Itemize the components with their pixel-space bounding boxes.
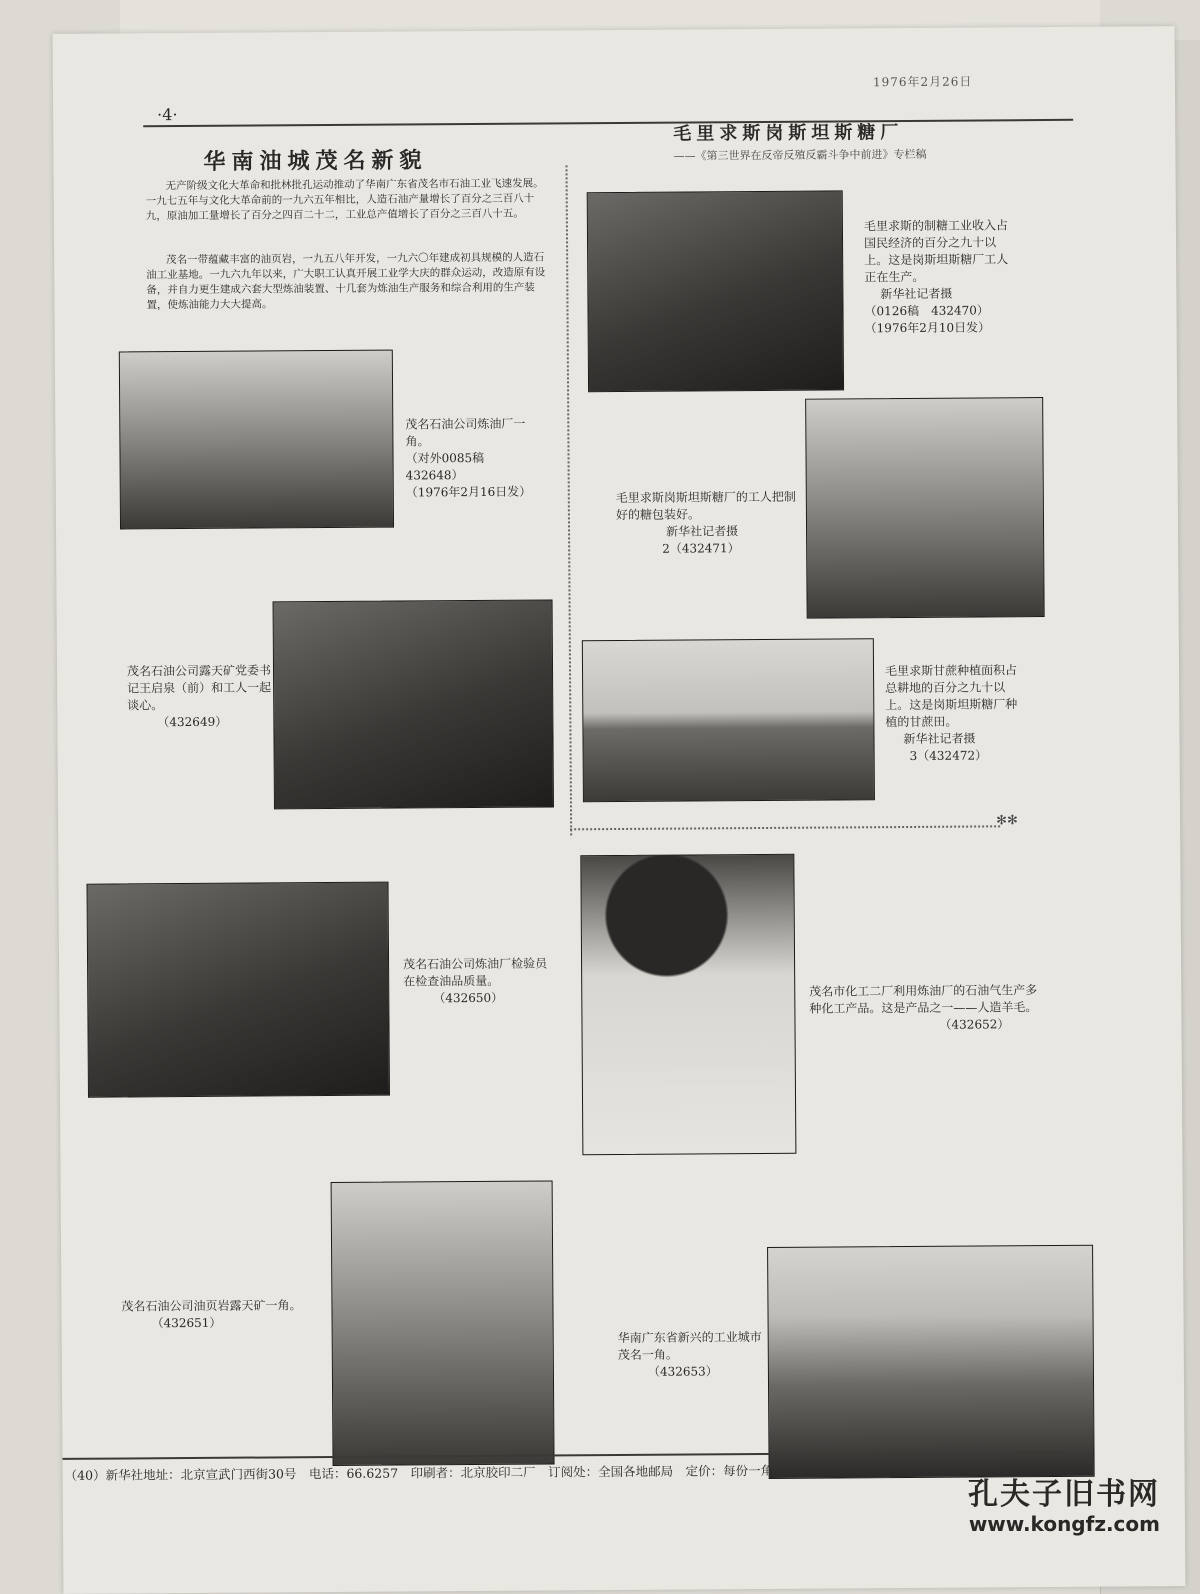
caption-artificial-wool: 茂名市化工二厂利用炼油厂的石油气生产多种化工产品。这是产品之一——人造羊毛。 （432652）	[809, 983, 1038, 1032]
inspector-photo	[87, 882, 390, 1098]
intro-paragraph-1: 无产阶级文化大革命和批林批孔运动推动了华南广东省茂名市石油工业飞速发展。一九七五年与文化大革命前的一九六五年相比，人造石油产量增长了百分之三百八十九，原油加工量增长了百分之四百二十二，工业总产值增长了百分之三百八十五。	[145, 177, 544, 223]
header-rule	[143, 119, 1073, 127]
intro-paragraph-2: 茂名一带蕴藏丰富的油页岩，一九五八年开发，一九六〇年建成初具规模的人造石油工业基地。一九六九年以来，广大职工认真开展工业学大庆的群众运动，改造原有设备，并自力更生建成六套大型炼油装置、十几套为炼油生产服务和综合利用的生产装置，使炼油能力大大提高。	[146, 251, 546, 312]
column-divider	[565, 165, 572, 835]
caption-sugarcane-field: 毛里求斯甘蔗种植面积占总耕地的百分之九十以上。这是岗斯坦斯糖厂种植的甘蔗田。 新华社记者摄 3（432472）	[884, 663, 1018, 763]
caption-open-pit-mine: 茂名石油公司油页岩露天矿一角。 （432651）	[121, 1298, 302, 1331]
caption-workers-talk: 茂名石油公司露天矿党委书记王启泉（前）和工人一起谈心。 （432649）	[126, 663, 272, 730]
watermark-url: www.kongfz.com	[968, 1511, 1160, 1536]
refinery-photo	[119, 350, 394, 530]
article-title-left: 华南油城茂名新貌	[203, 147, 428, 175]
divider-mark: ✻✻	[996, 813, 1018, 829]
artificial-wool-photo	[580, 854, 796, 1155]
article-subtitle-right: ——《第三世界在反帝反殖反霸斗争中前进》专栏稿	[673, 147, 927, 163]
article-title-right: 毛里求斯岗斯坦斯糖厂	[673, 121, 904, 145]
caption-refinery: 茂名石油公司炼油厂一角。 （对外0085稿 432648） （1976年2月16日发）	[405, 416, 532, 500]
maoming-city-photo	[767, 1245, 1095, 1479]
workers-talk-photo	[273, 599, 554, 809]
issue-date: 1976年2月26日	[872, 74, 973, 90]
sugar-factory-photo	[587, 190, 844, 392]
sugarcane-field-photo	[582, 638, 875, 802]
caption-sugar-factory: 毛里求斯的制糖工业收入占国民经济的百分之九十以上。这是岗斯坦斯糖厂工人正在生产。 新华社记者摄 （0126稿 432470） （1976年2月10日发）	[863, 218, 1009, 336]
page-number: ·4·	[157, 105, 178, 125]
watermark-name: 孔夫子旧书网	[968, 1477, 1160, 1512]
caption-inspector: 茂名石油公司炼油厂检验员在检查油品质量。 （432650）	[403, 956, 548, 1006]
section-divider	[570, 825, 1000, 830]
caption-sugar-packing: 毛里求斯岗斯坦斯糖厂的工人把制好的糖包装好。 新华社记者摄 2（432471）	[615, 489, 796, 556]
caption-maoming-city: 华南广东省新兴的工业城市茂名一角。 （432653）	[617, 1330, 762, 1379]
newspaper-page	[53, 26, 1186, 1594]
footer-imprint: （40）新华社地址：北京宣武门西街30号 电话：66.6257 印刷者：北京胶印二厂 订阅处：全国各地邮局 定价：每份一角	[64, 1462, 774, 1483]
open-pit-mine-photo	[331, 1180, 555, 1466]
site-watermark	[968, 1478, 1160, 1536]
sugar-packing-photo	[805, 397, 1045, 619]
